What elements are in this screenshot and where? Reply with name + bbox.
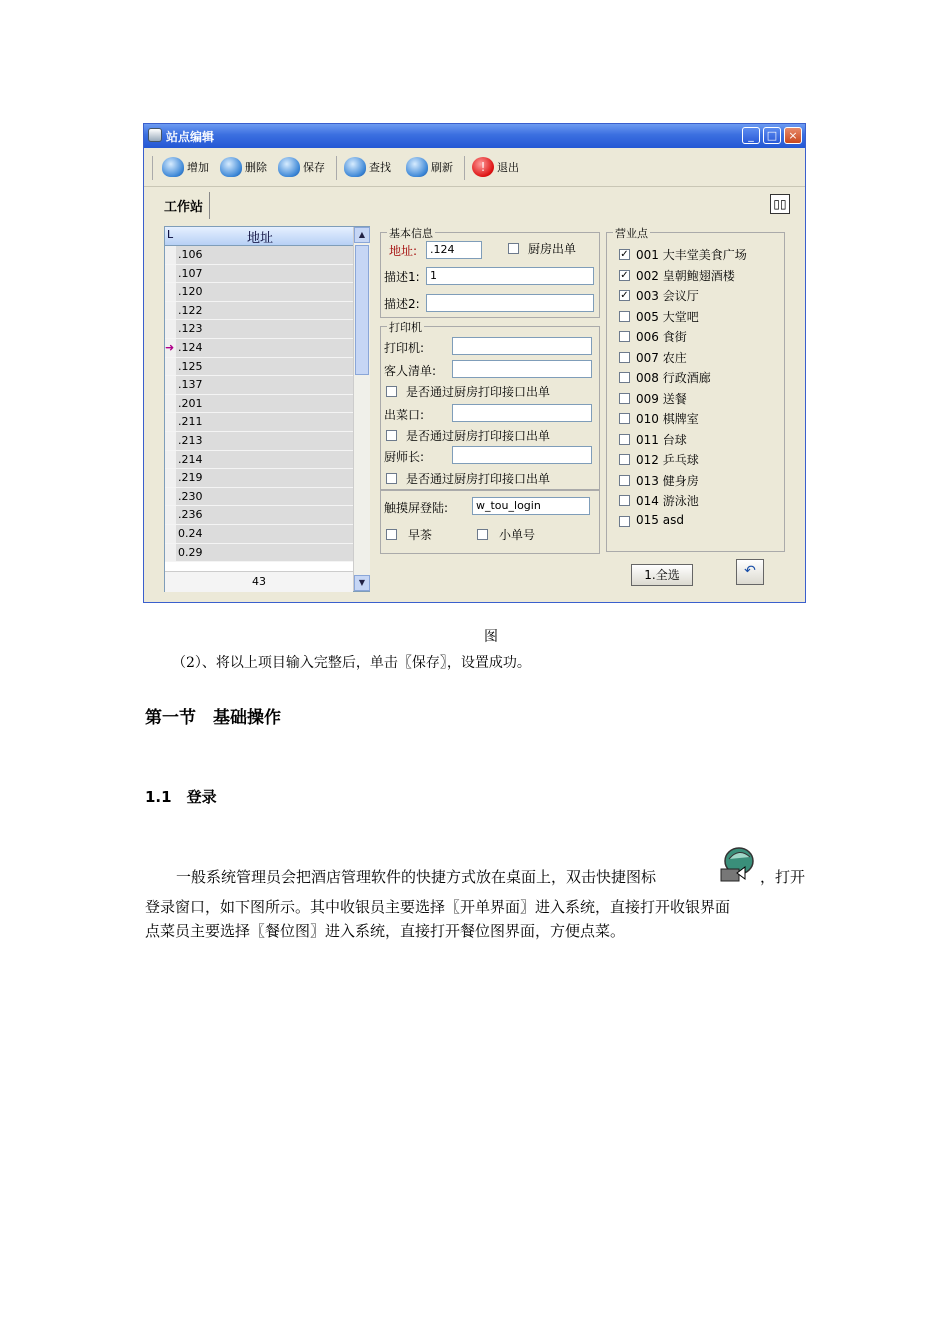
grid-scrollbar[interactable] (353, 227, 370, 591)
grid-column-address[interactable]: 地址 (247, 231, 274, 246)
row-address: .137 (178, 378, 203, 392)
table-row[interactable] (165, 413, 353, 432)
scroll-thumb[interactable] (355, 245, 369, 375)
row-indicator (165, 302, 176, 320)
toolbar-separator (336, 156, 337, 180)
row-address: .122 (178, 303, 203, 317)
outlet-checkbox[interactable] (619, 352, 630, 363)
row-address: .214 (178, 452, 203, 466)
outlet-label: 008 行政酒廊 (636, 371, 711, 385)
touch-login-label: 触摸屏登陆: (384, 501, 449, 515)
table-row[interactable] (165, 488, 353, 507)
guest-list-input[interactable] (452, 360, 592, 378)
table-row[interactable] (165, 283, 353, 302)
step-text: （2）、将以上项目输入完整后，单击〖保存〗，设置成功。 (172, 655, 531, 671)
add-label: 增加 (187, 161, 209, 174)
outlet-checkbox[interactable] (619, 372, 630, 383)
find-icon (344, 157, 366, 177)
toolbar (144, 148, 805, 187)
morning-tea-label: 早茶 (408, 528, 433, 542)
row-address: .236 (178, 508, 203, 522)
table-row[interactable] (165, 320, 353, 339)
kitchen-out-checkbox[interactable] (508, 243, 519, 254)
serve-via-kitchen-label: 是否通过厨房打印接口出单 (406, 429, 551, 443)
delete-button[interactable] (220, 154, 267, 180)
layout-toggle-icon[interactable]: ▯▯ (770, 194, 790, 214)
app-icon (148, 128, 162, 142)
window-title: 站点编辑 (166, 130, 215, 144)
row-address: .107 (178, 266, 203, 280)
row-indicator (165, 246, 176, 264)
touch-login-input[interactable]: w_tou_login (472, 497, 590, 515)
outlet-label: 012 乒乓球 (636, 453, 699, 467)
table-row[interactable] (165, 525, 353, 544)
outlet-label: 013 健身房 (636, 473, 699, 488)
figure-caption: 图 (484, 629, 498, 645)
guest-list-label: 客人清单: (384, 364, 437, 378)
table-row[interactable] (165, 469, 353, 488)
desc1-label: 描述1: (384, 270, 420, 284)
station-edit-window (143, 123, 806, 603)
row-address: .123 (178, 322, 203, 336)
toolbar-separator (464, 156, 465, 180)
outlet-checkbox[interactable] (619, 331, 630, 342)
chef-input[interactable] (452, 446, 592, 464)
row-address: .219 (178, 471, 203, 485)
desc2-input[interactable] (426, 294, 594, 312)
select-all-button[interactable]: 1.全选 (631, 564, 693, 586)
title-bar[interactable] (144, 124, 805, 148)
outlet-checkbox[interactable] (619, 516, 630, 527)
table-row[interactable] (165, 544, 353, 563)
tab-workstation[interactable]: 工作站 (158, 192, 210, 219)
outlet-checkbox[interactable] (619, 311, 630, 322)
row-indicator (165, 469, 176, 487)
scroll-up-icon[interactable]: ▲ (354, 227, 370, 243)
delete-label: 删除 (245, 161, 267, 174)
printer-legend: 打印机 (389, 321, 422, 334)
chef-via-kitchen-label: 是否通过厨房打印接口出单 (406, 472, 551, 486)
row-address: .124 (178, 341, 203, 354)
exit-label: 退出 (497, 161, 519, 174)
row-address: .211 (178, 415, 203, 429)
row-indicator (165, 283, 176, 301)
outlet-checkbox[interactable] (619, 475, 630, 486)
delete-icon (220, 157, 242, 177)
row-indicator (165, 506, 176, 524)
outlet-label: 009 送餐 (636, 391, 687, 406)
printer-label: 打印机: (384, 341, 425, 355)
scroll-down-icon[interactable]: ▼ (354, 575, 370, 591)
grid-header (165, 227, 353, 246)
outlet-checkbox[interactable] (619, 393, 630, 404)
row-indicator (165, 395, 176, 413)
row-indicator (165, 544, 176, 562)
row-address: .106 (178, 248, 203, 261)
undo-icon: ↶ (744, 563, 756, 579)
basic-info-legend: 基本信息 (389, 227, 433, 240)
address-label: 地址: (389, 244, 418, 258)
row-address: .125 (178, 359, 203, 373)
small-order-checkbox[interactable] (477, 529, 488, 540)
row-indicator (165, 451, 176, 469)
serve-window-label: 出菜口: (384, 408, 425, 422)
outlet-checkbox[interactable] (619, 434, 630, 445)
subsection-title: 1.1 登录 (145, 788, 217, 806)
para1-text: 一般系统管理员会把酒店管理软件的快捷方式放在桌面上，双击快捷图标 (176, 868, 657, 886)
serve-via-kitchen-checkbox[interactable] (386, 430, 397, 441)
row-indicator (165, 265, 176, 283)
table-row[interactable] (165, 246, 353, 265)
row-address: .201 (178, 396, 203, 410)
outlet-checkbox[interactable] (619, 413, 630, 424)
address-input[interactable]: .124 (426, 241, 482, 259)
workstation-grid[interactable] (164, 226, 370, 592)
save-label: 保存 (303, 161, 325, 174)
outlet-label: 014 游泳池 (636, 494, 699, 508)
table-row[interactable] (165, 358, 353, 377)
outlet-checkbox[interactable] (619, 495, 630, 506)
outlet-label: 001 大丰堂美食广场 (636, 248, 747, 262)
row-address: 0.29 (178, 545, 203, 559)
chef-via-kitchen-checkbox[interactable] (386, 473, 397, 484)
table-row[interactable] (165, 451, 353, 470)
outlet-label: 015 asd (636, 512, 684, 527)
outlet-label: 007 农庄 (636, 350, 687, 365)
refresh-button[interactable] (406, 154, 453, 180)
table-row[interactable] (165, 265, 353, 284)
para1-tail: ，打开 (760, 868, 806, 886)
undo-button[interactable] (736, 559, 764, 585)
row-indicator (165, 376, 176, 394)
shortcut-app-icon (717, 845, 757, 883)
find-label: 查找 (369, 161, 391, 174)
grid-record-count: 43 (165, 571, 353, 592)
outlet-label: 011 台球 (636, 432, 687, 447)
outlet-checkbox[interactable]: ✓ (620, 290, 629, 301)
grid-indicator-header: L (167, 228, 174, 241)
exit-icon: ! (472, 157, 494, 177)
chef-label: 厨师长: (384, 450, 425, 464)
outlet-checkbox[interactable]: ✓ (620, 249, 629, 260)
table-row[interactable] (165, 432, 353, 451)
desc2-label: 描述2: (384, 297, 420, 311)
table-row[interactable] (165, 395, 353, 414)
para2-text: 登录窗口，如下图所示。其中收银员主要选择〖开单界面〗进入系统，直接打开收银界面 (145, 898, 731, 916)
small-order-label: 小单号 (499, 528, 536, 542)
outlet-label: 005 大堂吧 (636, 309, 699, 324)
save-icon (278, 157, 300, 177)
table-row[interactable] (165, 339, 353, 358)
printer-input[interactable] (452, 337, 592, 355)
row-indicator (165, 488, 176, 506)
toolbar-grip (152, 156, 153, 180)
table-row[interactable] (165, 376, 353, 395)
outlet-checkbox[interactable] (619, 454, 630, 465)
close-button[interactable]: × (784, 127, 802, 144)
outlet-label: 002 皇朝鲍翅酒楼 (636, 268, 735, 283)
refresh-label: 刷新 (431, 161, 453, 174)
add-button[interactable] (162, 154, 209, 180)
row-address: 0.24 (178, 527, 203, 540)
current-row-arrow-icon: ➜ (165, 339, 176, 357)
exit-button[interactable] (472, 154, 519, 180)
kitchen-out-label: 厨房出单 (528, 242, 577, 256)
outlet-label: 003 会议厅 (636, 289, 699, 303)
save-button[interactable] (278, 154, 325, 180)
outlets-legend: 营业点 (615, 227, 648, 240)
row-indicator (165, 525, 176, 543)
para3-text: 点菜员主要选择〖餐位图〗进入系统，直接打开餐位图界面，方便点菜。 (145, 922, 626, 940)
guest-list-via-kitchen-label: 是否通过厨房打印接口出单 (406, 385, 551, 399)
outlet-checkbox[interactable]: ✓ (620, 269, 629, 281)
table-row[interactable] (165, 302, 353, 321)
row-address: .213 (178, 434, 203, 447)
row-indicator (165, 358, 176, 376)
minimize-button[interactable]: _ (742, 127, 760, 144)
desc1-input[interactable]: 1 (426, 267, 594, 285)
row-indicator (165, 413, 176, 431)
maximize-button[interactable]: □ (763, 127, 781, 144)
morning-tea-checkbox[interactable] (386, 529, 397, 540)
table-row[interactable] (165, 506, 353, 525)
find-button[interactable] (344, 154, 391, 180)
add-icon (162, 157, 184, 177)
row-indicator (165, 320, 176, 338)
refresh-icon (406, 157, 428, 177)
outlet-label: 010 棋牌室 (636, 412, 699, 426)
row-address: .120 (178, 285, 203, 299)
row-indicator (165, 432, 176, 450)
guest-list-via-kitchen-checkbox[interactable] (386, 386, 397, 397)
row-address: .230 (178, 489, 203, 503)
serve-window-input[interactable] (452, 404, 592, 422)
outlet-label: 006 食街 (636, 330, 687, 344)
section-title: 第一节 基础操作 (145, 708, 281, 728)
